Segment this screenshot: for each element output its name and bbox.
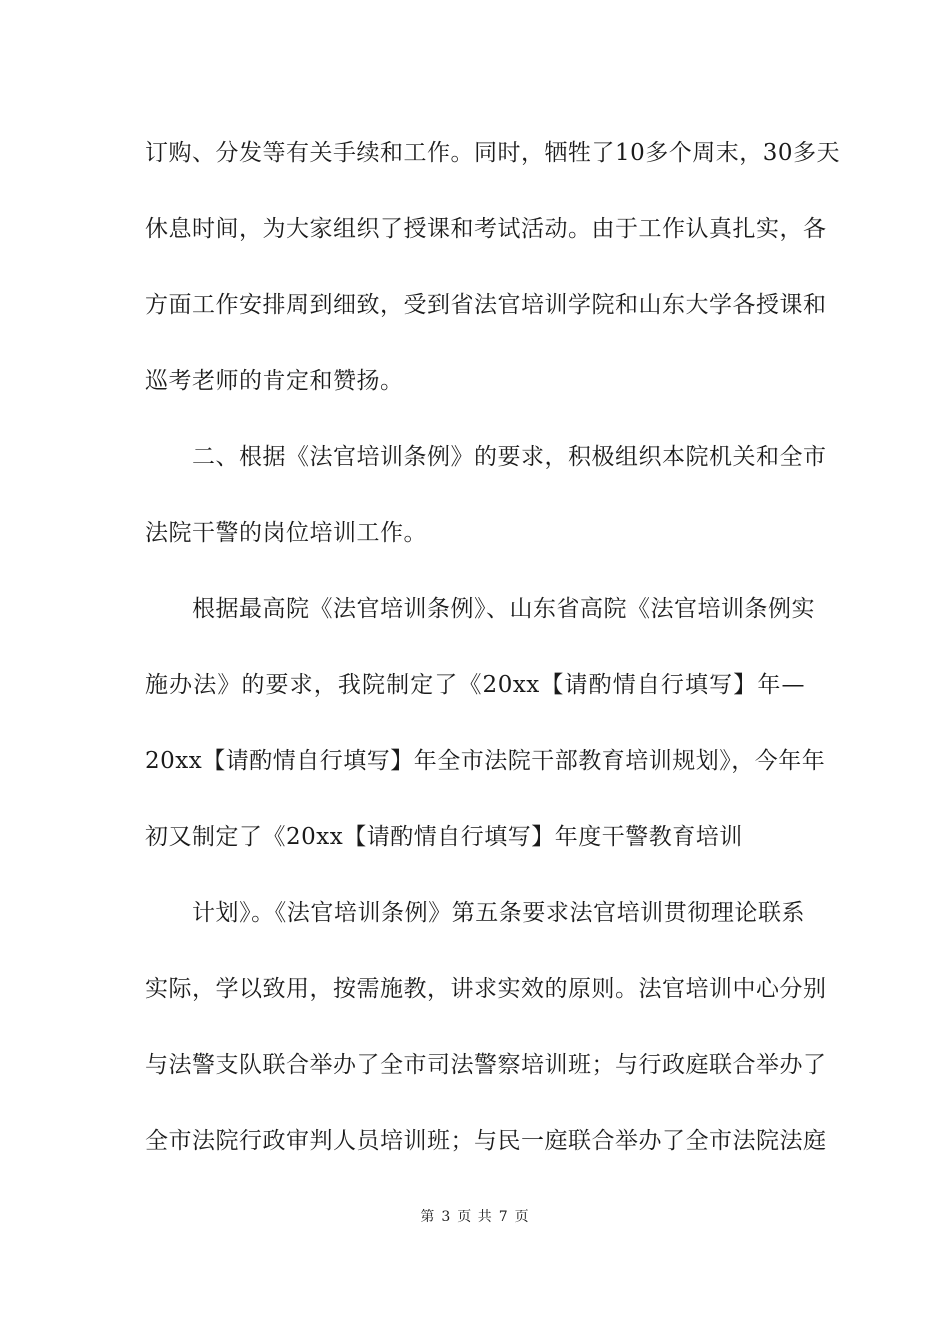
- body-line-9: 20xx【请酌情自行填写】年全市法院干部教育培训规划》，今年年: [145, 748, 826, 774]
- footer-total-pages: 7: [498, 1209, 509, 1225]
- body-line-7: 根据最高院《法官培训条例》、山东省高院《法官培训条例实: [192, 596, 815, 622]
- body-line-5: 二、根据《法官培训条例》的要求，积极组织本院机关和全市: [192, 444, 827, 470]
- page-footer: [0, 1208, 950, 1226]
- body-line-11: 计划》。《法官培训条例》第五条要求法官培训贯彻理论联系: [192, 900, 805, 926]
- body-line-10: 初又制定了《20xx【请酌情自行填写】年度干警教育培训: [145, 824, 743, 850]
- body-line-2: 休息时间，为大家组织了授课和考试活动。由于工作认真扎实，各: [145, 216, 827, 242]
- body-line-12: 实际，学以致用，按需施教，讲求实效的原则。法官培训中心分别: [145, 976, 827, 1002]
- body-line-3: 方面工作安排周到细致，受到省法官培训学院和山东大学各授课和: [145, 292, 827, 318]
- footer-prefix: 第: [420, 1209, 436, 1225]
- body-line-1: 订购、分发等有关手续和工作。同时，牺牲了10多个周末，30多天: [145, 140, 841, 166]
- footer-current-page: 3: [441, 1209, 452, 1225]
- body-line-6: 法院干警的岗位培训工作。: [145, 520, 427, 546]
- body-line-8: 施办法》的要求，我院制定了《20xx【请酌情自行填写】年—: [145, 672, 805, 698]
- footer-middle: 页 共: [457, 1209, 493, 1225]
- body-line-4: 巡考老师的肯定和赞扬。: [145, 368, 404, 394]
- footer-suffix: 页: [514, 1209, 530, 1225]
- body-line-14: 全市法院行政审判人员培训班；与民一庭联合举办了全市法院法庭: [145, 1128, 827, 1154]
- body-line-13: 与法警支队联合举办了全市司法警察培训班；与行政庭联合举办了: [145, 1052, 827, 1078]
